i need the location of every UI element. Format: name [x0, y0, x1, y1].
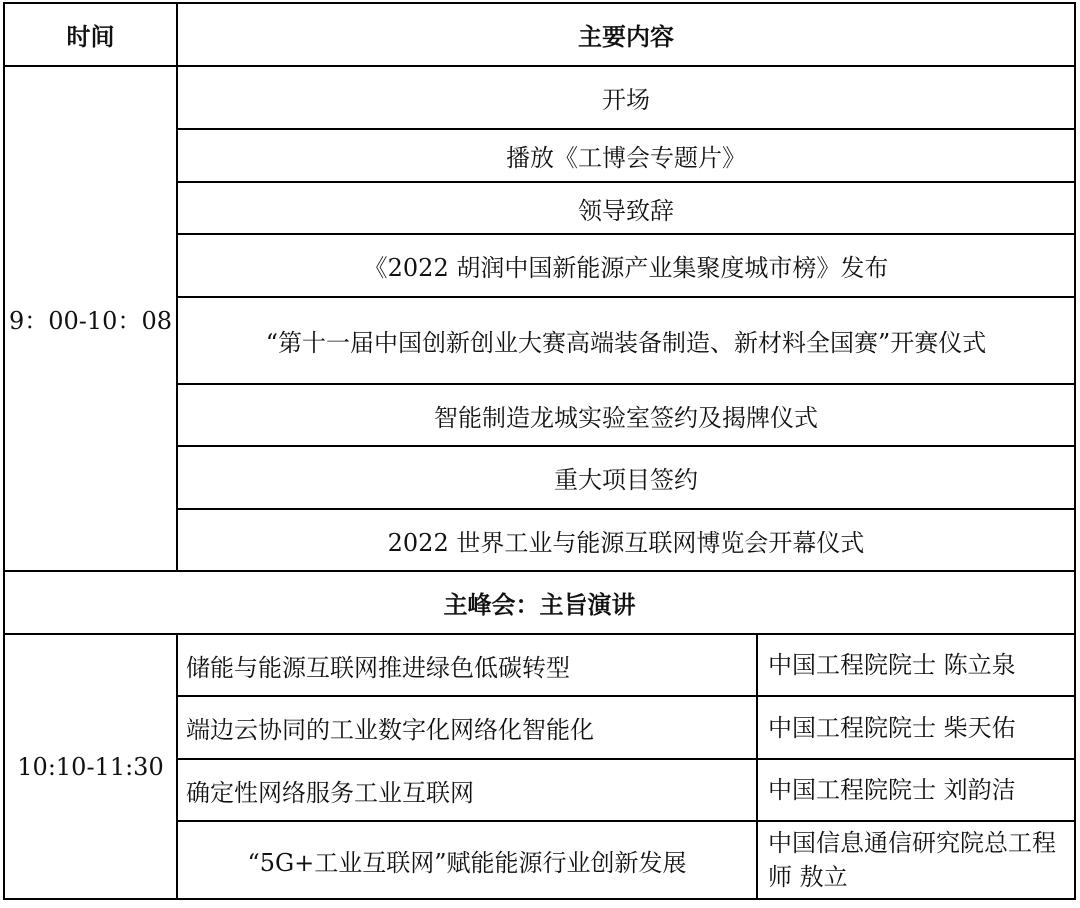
time-column-header: 时间 — [4, 3, 177, 66]
agenda-item: 播放《工博会专题片》 — [177, 129, 1075, 182]
talk-topic: “5G+工业互联网”赋能能源行业创新发展 — [177, 821, 757, 899]
section-title-row — [4, 571, 1075, 634]
session1-time: 9：00-10：08 — [4, 66, 177, 571]
header-row — [4, 3, 1075, 66]
session2-time: 10:10-11:30 — [4, 634, 177, 899]
talk-topic: 确定性网络服务工业互联网 — [177, 759, 757, 821]
agenda-table — [3, 2, 1076, 900]
talk-speaker: 中国工程院院士 陈立泉 — [757, 634, 1075, 696]
talk-speaker: 中国信息通信研究院总工程师 敖立 — [757, 821, 1075, 899]
agenda-item: 重大项目签约 — [177, 446, 1075, 509]
talk-topic: 储能与能源互联网推进绿色低碳转型 — [177, 634, 757, 696]
content-column-header: 主要内容 — [177, 3, 1075, 66]
session1-row — [4, 66, 1075, 129]
talk-speaker: 中国工程院院士 刘韵洁 — [757, 759, 1075, 821]
talk-topic: 端边云协同的工业数字化网络化智能化 — [177, 696, 757, 759]
agenda-item: “第十一届中国创新创业大赛高端装备制造、新材料全国赛”开赛仪式 — [177, 297, 1075, 384]
agenda-item: 《2022 胡润中国新能源产业集聚度城市榜》发布 — [177, 234, 1075, 297]
talk-speaker: 中国工程院院士 柴天佑 — [757, 696, 1075, 759]
keynote-section-title: 主峰会：主旨演讲 — [4, 571, 1075, 634]
agenda-item: 开场 — [177, 66, 1075, 129]
agenda-item: 智能制造龙城实验室签约及揭牌仪式 — [177, 384, 1075, 446]
talk-row — [4, 634, 1075, 696]
agenda-item: 2022 世界工业与能源互联网博览会开幕仪式 — [177, 509, 1075, 571]
agenda-item: 领导致辞 — [177, 182, 1075, 234]
